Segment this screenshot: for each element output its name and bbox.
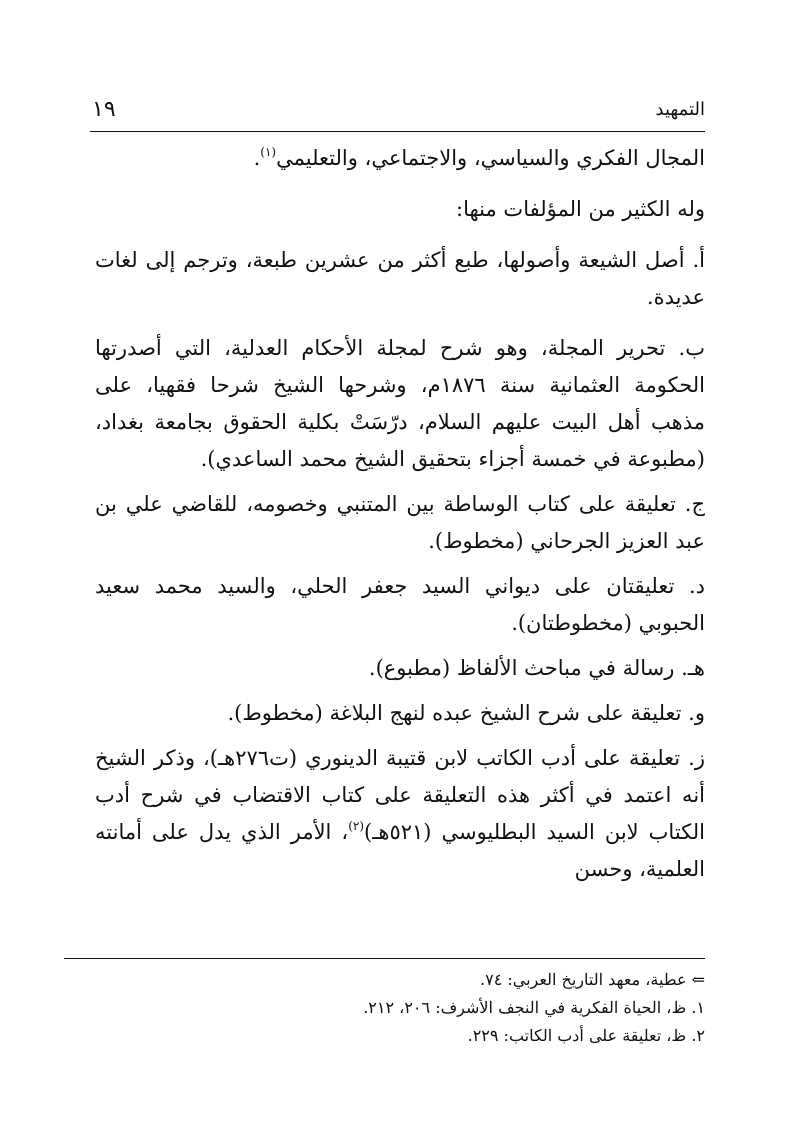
works-intro: وله الكثير من المؤلفات منها: — [456, 197, 705, 221]
work-item-w: و. تعليقة على شرح الشيخ عبده لنهج البلاغة (مخطوط). — [227, 701, 705, 725]
footnote-divider — [64, 958, 705, 959]
footnote-1: ١. ظ، الحياة الفكرية في النجف الأشرف: ٢٠٦، ٢١٢. — [363, 998, 705, 1017]
work-item-z-text: ز. تعليقة على أدب الكاتب لابن قتيبة الدينوري (ت٢٧٦هـ)، وذكر الشيخ أنه اعتمد في أكثر هذه التعليقة على كتاب الاقتضاب في شرح أدب الكتاب لابن السيد البطليوسي (٥٢١هـ) — [95, 746, 705, 844]
page-number: ١٩ — [92, 97, 116, 122]
footnote-2: ٢. ظ، تعليقة على أدب الكاتب: ٢٢٩. — [467, 1026, 705, 1045]
header-divider — [90, 131, 705, 132]
work-item-d: د. تعليقتان على ديواني السيد جعفر الحلي، والسيد محمد سعيد الحبوبي (مخطوطتان). — [95, 574, 705, 635]
work-item-c: ج. تعليقة على كتاب الوساطة بين المتنبي وخصومه، للقاضي علي بن عبد العزيز الجرحاني (مخطوط). — [95, 492, 705, 553]
running-header-title: التمهيد — [655, 99, 705, 120]
continuation-text: المجال الفكري والسياسي، والاجتماعي، والتعليمي — [276, 146, 705, 170]
work-item-z — [95, 740, 705, 888]
work-item-a: أ. أصل الشيعة وأصولها، طبع أكثر من عشرين طبعة، وترجم إلى لغات عديدة. — [95, 248, 705, 309]
footnote-ref-2: (٢) — [348, 819, 365, 833]
footnote-ref-1: (١) — [260, 145, 277, 159]
work-item-z-end: ، الأمر الذي يدل على أمانته العلمية، وحسن — [95, 820, 705, 881]
footnote-continued: ⇐ عطية، معهد التاريخ العربي: ٧٤. — [480, 970, 705, 989]
page-body — [95, 140, 705, 888]
continuation-end: . — [253, 146, 261, 170]
footnotes — [120, 966, 705, 1050]
work-item-h: هـ. رسالة في مباحث الألفاظ (مطبوع). — [368, 656, 705, 680]
work-item-b: ب. تحرير المجلة، وهو شرح لمجلة الأحكام العدلية، التي أصدرتها الحكومة العثمانية سنة ١٨٧٦م، وشرحها الشيخ شرحا فقهيا، على مذهب أهل البيت عليهم السلام، درّسَتْ بكلية الحقوق بجامعة بغداد، (مطبوعة في خمسة أجزاء بتحقيق الشيخ محمد الساعدي). — [95, 336, 706, 471]
body-line-continuation — [95, 140, 705, 177]
